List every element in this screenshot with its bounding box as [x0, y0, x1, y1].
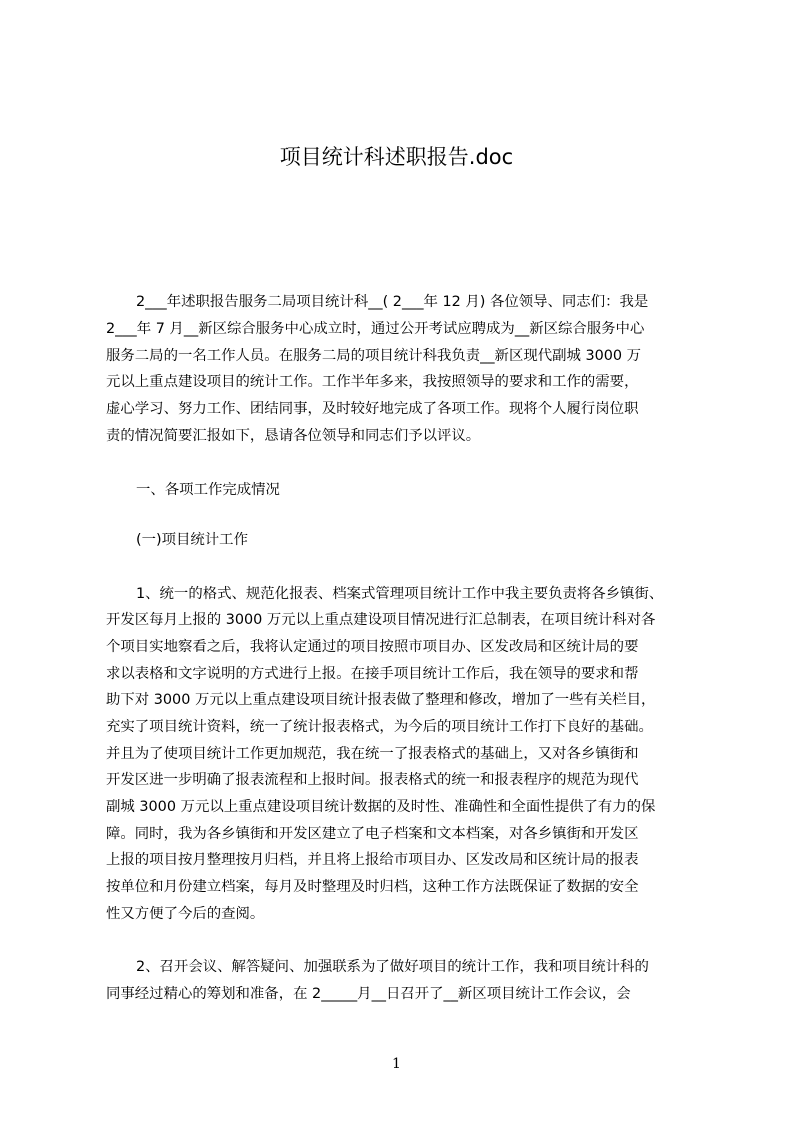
paragraph-line: 2___年述职报告服务二局项目统计科__( 2___年 12 月) 各位领导、同志们：我是	[136, 294, 649, 310]
paragraph-line: 责的情况简要汇报如下，恳请各位领导和同志们予以评议。	[106, 428, 481, 444]
paragraph-line: 1、统一的格式、规范化报表、档案式管理项目统计工作中我主要负责将各乡镇街、	[136, 586, 664, 602]
page-number: 1	[392, 1056, 401, 1072]
paragraph-line: 助下对 3000 万元以上重点建设项目统计报表做了整理和修改，增加了一些有关栏目，	[106, 692, 656, 708]
paragraph-line: 性又方便了今后的查阅。	[106, 906, 265, 922]
paragraph-line: 元以上重点建设项目的统计工作。工作半年多来，我按照领导的要求和工作的需要，	[106, 374, 639, 390]
paragraph-line: 服务二局的一名工作人员。在服务二局的项目统计科我负责__新区现代副城 3000 万	[106, 348, 642, 364]
paragraph-line: 开发区进一步明确了报表流程和上报时间。报表格式的统一和报表程序的规范为现代	[106, 772, 639, 788]
paragraph-line: 2___年 7 月__新区综合服务中心成立时，通过公开考试应聘成为__新区综合服务中心	[106, 321, 645, 337]
paragraph-line: 按单位和月份建立档案，每月及时整理及时归档，这种工作方法既保证了数据的安全	[106, 879, 639, 895]
paragraph-line: 个项目实地察看之后，我将认定通过的项目按照市项目办、区发改局和区统计局的要	[106, 639, 639, 655]
paragraph-line: 充实了项目统计资料，统一了统计报表格式，为今后的项目统计工作打下良好的基础。	[106, 719, 653, 735]
paragraph-line: 并且为了使项目统计工作更加规范，我在统一了报表格式的基础上，又对各乡镇街和	[106, 746, 639, 762]
paragraph-line: 求以表格和文字说明的方式进行上报。在接手项目统计工作后，我在领导的要求和帮	[106, 666, 639, 682]
paragraph-line: 障。同时，我为各乡镇街和开发区建立了电子档案和文本档案，对各乡镇街和开发区	[106, 826, 639, 842]
paragraph-line: 上报的项目按月整理按月归档，并且将上报给市项目办、区发改局和区统计局的报表	[106, 852, 639, 868]
paragraph-line: 虚心学习、努力工作、团结同事，及时较好地完成了各项工作。现将个人履行岗位职	[106, 401, 639, 417]
section-heading: 一、各项工作完成情况	[136, 482, 280, 498]
paragraph-line: 同事经过精心的筹划和准备，在 2_____月__日召开了__新区项目统计工作会议，会	[106, 986, 631, 1002]
paragraph-line: 开发区每月上报的 3000 万元以上重点建设项目情况进行汇总制表，在项目统计科对各	[106, 612, 656, 628]
paragraph-line: 2、召开会议、解答疑问、加强联系为了做好项目的统计工作，我和项目统计科的	[136, 959, 649, 975]
subsection-heading: (一)项目统计工作	[136, 532, 248, 548]
document-title: 项目统计科述职报告.doc	[279, 145, 514, 169]
paragraph-line: 副城 3000 万元以上重点建设项目统计数据的及时性、准确性和全面性提供了有力的保	[106, 799, 656, 815]
